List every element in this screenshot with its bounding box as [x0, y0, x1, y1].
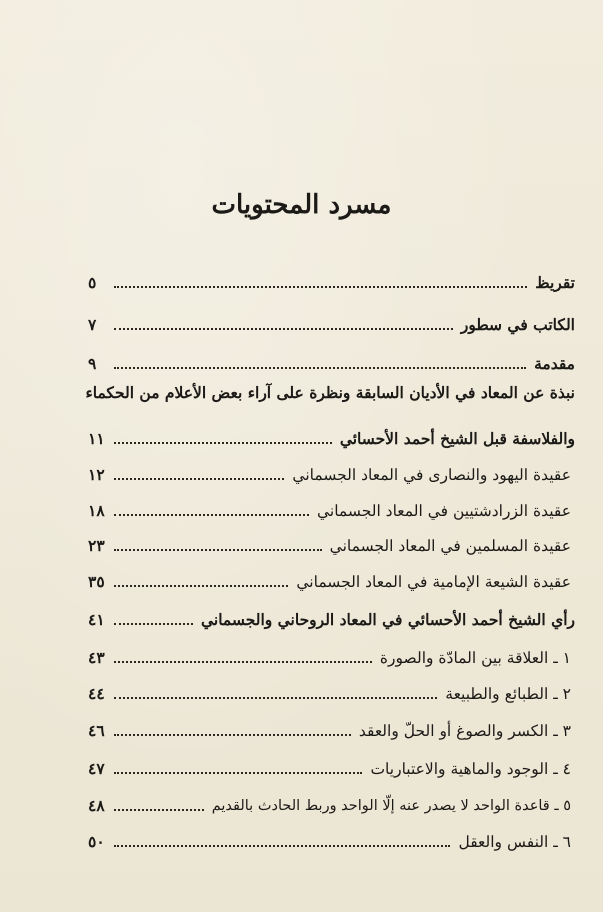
toc-entry-title: رأي الشيخ أحمد الأحسائي في المعاد الروحاني والجسماني: [200, 610, 575, 629]
toc-entry-title: ٢ ـ الطبائع والطبيعة: [445, 685, 571, 703]
dot-leader: [114, 845, 450, 847]
toc-entry: [88, 456, 571, 486]
toc-page-number: ٤٧: [88, 759, 105, 778]
toc-entry: [88, 563, 571, 593]
toc-page-number: ٥: [88, 273, 97, 292]
dot-leader: [114, 809, 204, 811]
toc-page-number: ١٨: [88, 501, 105, 520]
toc-entry-title: ٣ ـ الكسر والصوغ أو الحلّ والعقد: [358, 722, 571, 740]
toc-page-number: ٥٠: [88, 832, 105, 851]
dot-leader: [114, 442, 332, 444]
toc-entry: [88, 639, 571, 669]
dot-leader: [114, 328, 453, 330]
toc-page-number: ٤٨: [88, 796, 105, 815]
toc-entry-title: عقيدة اليهود والنصارى في المعاد الجسماني: [292, 466, 571, 484]
toc-page-number: ٤٦: [88, 721, 105, 740]
toc-entry: [88, 787, 571, 817]
dot-leader: [114, 734, 351, 736]
dot-leader: [114, 772, 362, 774]
toc-page-number: ٣٥: [88, 572, 105, 591]
toc-entry: [88, 712, 571, 742]
dot-leader: [114, 661, 372, 663]
toc-entry: [88, 492, 571, 522]
toc-page-number: ٧: [88, 315, 97, 334]
dot-leader: [114, 697, 437, 699]
toc-entry: [88, 420, 575, 450]
toc-entry: [88, 750, 571, 780]
toc-page-number: ٩: [88, 354, 97, 373]
toc-page-number: ٢٣: [88, 536, 105, 555]
dot-leader: [114, 478, 284, 480]
toc-entry-title: عقيدة الزرادشتيين في المعاد الجسماني: [316, 502, 571, 520]
section-heading-line: نبذة عن المعاد في الأديان السابقة ونظرة على آراء بعض الأعلام من الحكماء: [85, 383, 575, 402]
page-title: مسرد المحتويات: [211, 190, 392, 220]
dot-leader: [114, 514, 309, 516]
toc-entry: [88, 527, 571, 557]
toc-entry-title: تقريظ: [535, 273, 575, 292]
toc-entry-title: الكاتب في سطور: [460, 315, 575, 334]
toc-page-number: ١٢: [88, 465, 105, 484]
toc-entry-title: والفلاسفة قبل الشيخ أحمد الأحسائي: [339, 429, 575, 448]
toc-page-number: ٤٤: [88, 684, 105, 703]
toc-entry-title: عقيدة المسلمين في المعاد الجسماني: [329, 537, 571, 555]
toc-page-number: ١١: [88, 429, 105, 448]
toc-entry: [88, 345, 575, 375]
toc-entry-title: عقيدة الشيعة الإمامية في المعاد الجسماني: [296, 573, 571, 591]
toc-entry: [88, 264, 575, 294]
dot-leader: [114, 549, 322, 551]
dot-leader: [114, 286, 527, 288]
toc-entry: [88, 306, 575, 336]
toc-page-number: ٤٣: [88, 648, 105, 667]
toc-entry-title: ٦ ـ النفس والعقل: [458, 833, 571, 851]
dot-leader: [114, 623, 193, 625]
toc-entry-title: ١ ـ العلاقة بين المادّة والصورة: [379, 649, 571, 667]
toc-entry-title: ٤ ـ الوجود والماهية والاعتباريات: [370, 760, 571, 778]
toc-entry: [88, 675, 571, 705]
toc-entry: [88, 823, 571, 853]
dot-leader: [114, 585, 288, 587]
toc-page-number: ٤١: [88, 610, 105, 629]
toc-entry-title: مقدمة: [534, 354, 575, 373]
toc-entry-title: ٥ ـ قاعدة الواحد لا يصدر عنه إلّا الواحد وربط الحادث بالقديم: [211, 798, 571, 814]
toc-entry: [88, 601, 575, 631]
dot-leader: [114, 367, 526, 369]
